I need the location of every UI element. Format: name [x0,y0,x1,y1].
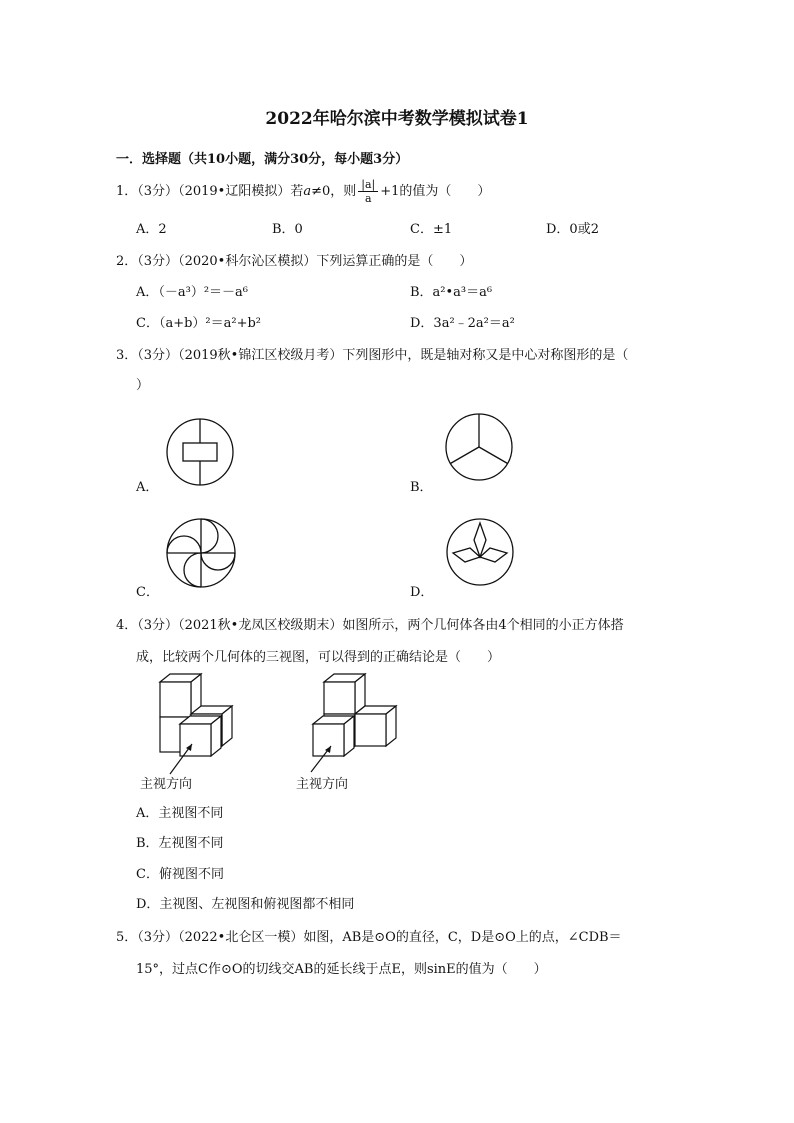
q3-option-d: D． [410,585,434,600]
q3-option-a: A． [136,480,159,495]
question-1-stem: 1．（3分）（2019•辽阳模拟）若a≠0，则 $\frac{|a|}{a}$ +1的值为（ ） [116,178,491,205]
q4-option-b: B．左视图不同 [136,836,224,851]
q4-cube-figure-1 [150,672,245,772]
q3-option-c: C． [136,585,159,600]
q2-option-a: A．（－a³）²＝－a⁶ [136,285,249,300]
exam-title: 2022年哈尔滨中考数学模拟试卷1 [265,109,529,129]
question-3-stem: 3．（3分）（2019秋•锦江区校级月考）下列图形中，既是轴对称又是中心对称图形的是（ [116,348,629,363]
question-3-stem-end: ） [136,378,150,393]
q1-option-b: B．0 [272,222,303,237]
section-heading: 一．选择题（共10小题，满分30分，每小题3分） [116,152,409,167]
q4-figure-2-label: 主视方向 [296,777,349,792]
question-2-stem: 2．（3分）（2020•科尔沁区模拟）下列运算正确的是（ ） [116,254,473,269]
q2-option-b: B．a²•a³＝a⁶ [410,285,493,300]
q3-figure-c [165,517,237,589]
q2-option-c: C．（a+b）²＝a²+b² [136,316,262,331]
question-4-stem-2: 成，比较两个几何体的三视图，可以得到的正确结论是（ ） [136,650,501,665]
q1-option-d: D．0或2 [546,222,599,237]
q4-cube-figure-2 [305,672,400,772]
q2-option-d: D．3a²﹣2a²＝a² [410,316,515,331]
q4-option-c: C．俯视图不同 [136,867,224,882]
q4-option-d: D．主视图、左视图和俯视图都不相同 [136,897,355,912]
q1-option-c: C．±1 [410,222,453,237]
question-4-stem: 4．（3分）（2021秋•龙凤区校级期末）如图所示，两个几何体各由4个相同的小正方体搭 [116,618,624,633]
question-5-stem: 5．（3分）（2022•北仑区一模）如图，AB是⊙O的直径，C，D是⊙O上的点，∠CDB＝ [116,930,622,945]
fraction-abs-a-over-a: $\frac{|a|}{a}$ [358,178,378,205]
question-5-stem-2: 15°，过点C作⊙O的切线交AB的延长线于点E，则sinE的值为（ ） [136,962,547,977]
q3-option-b: B． [410,480,433,495]
q3-figure-a [165,417,235,487]
q3-figure-b [444,412,514,482]
q3-figure-d [445,517,515,587]
q1-option-a: A．2 [136,222,167,237]
q4-option-a: A．主视图不同 [136,806,224,821]
q4-figure-1-label: 主视方向 [140,777,193,792]
